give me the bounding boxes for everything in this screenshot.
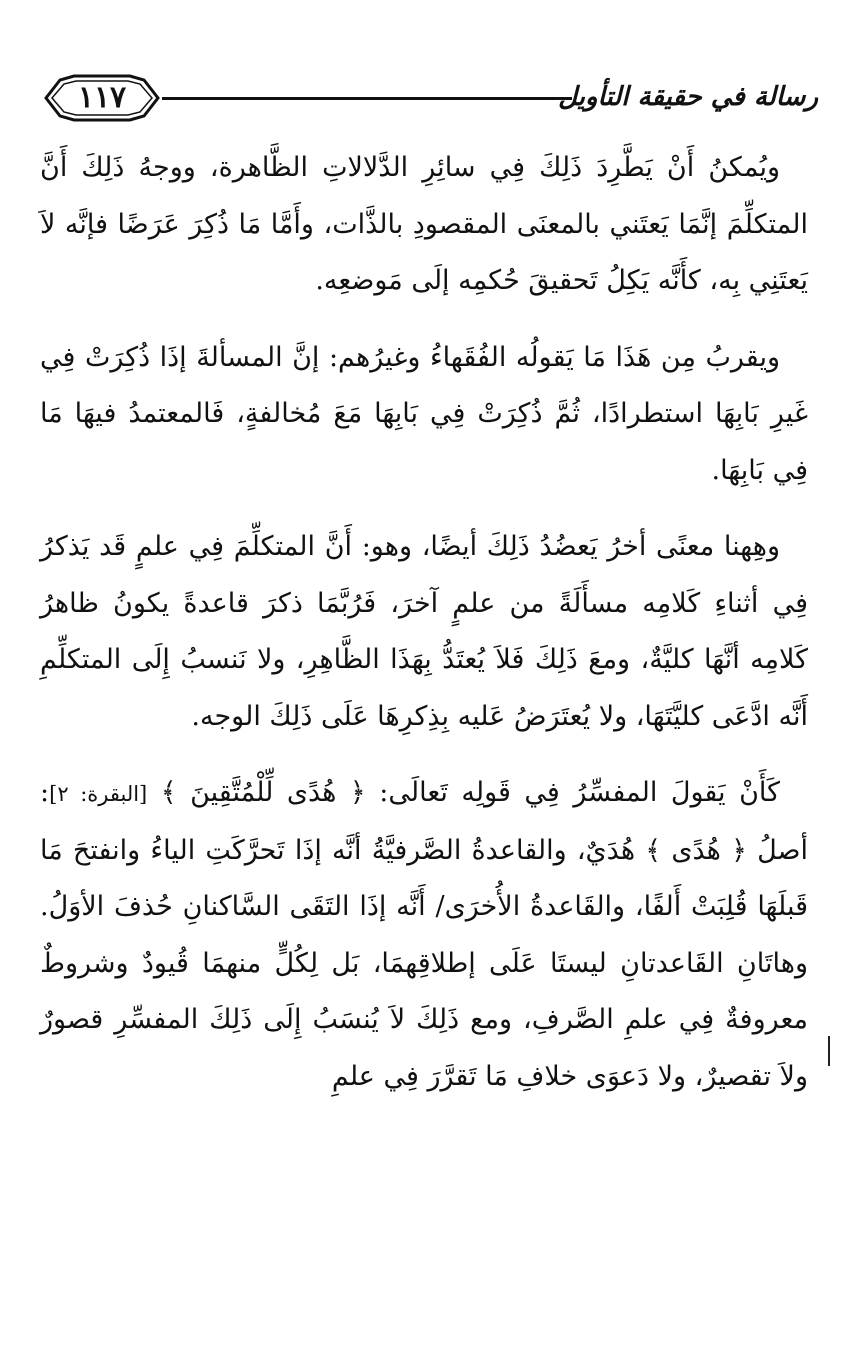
paragraph-text: ويُمكنُ أَنْ يَطَّرِدَ ذَلِكَ فِي سائِرِ الدَّلالاتِ الظَّاهرة، ووجهُ ذَلِكَ أَنَّ المتكلِّمَ إنَّمَا يَعتَني بالمعنَى المقصودِ بالذَّات، وأَمَّا مَا ذُكِرَ عَرَضًا فإنَّه لاَ يَعتَنِي بِه، كأَنَّه يَكِلُ تَحقيقَ حُكمِه إلَى مَوضعِه. xyxy=(40,152,808,296)
running-title: رسالة في حقيقة التأويل xyxy=(558,82,818,112)
page-number: ١١٧ xyxy=(77,80,127,115)
paragraph-text: ويقربُ مِن هَذَا مَا يَقولُه الفُقَهاءُ وغيرُهم: إنَّ المسألةَ إذَا ذُكِرَتْ فِي غَيرِ بَابِهَا استطرادًا، ثُمَّ ذُكِرَتْ فِي بَابِهَا مَعَ مُخالفةٍ، فَالمعتمدُ فيهَا مَا فِي بَابِهَا. xyxy=(40,341,808,486)
paragraph-2 xyxy=(40,330,808,500)
paragraph-3 xyxy=(40,519,808,745)
page-number-badge xyxy=(40,70,164,126)
header-rule xyxy=(162,97,572,100)
paragraph-text: وهِهنا معنًى أخرُ يَعضُدُ ذَلِكَ أيضًا، وهو: أَنَّ المتكلِّمَ فِي علمٍ قَد يَذكرُ فِي أثناءِ كَلامِه مسأَلَةً من علمٍ آخرَ، فَرُبَّمَا ذكرَ قاعدةً يكونُ ظاهرُ كَلامِه أنَّهَا كليَّةٌ، ومعَ ذَلِكَ فَلاَ يُعتَدُّ بِهَذَا الظَّاهِرِ، ولا نَنسبُ إِلَى المتكلِّمِ أَنَّه ادَّعَى كليَّتَهَا، ولا يُعتَرَضُ عَليه بِذِكرِهَا عَلَى ذَلِكَ الوجه. xyxy=(40,531,808,732)
page-header xyxy=(40,66,818,130)
margin-mark xyxy=(828,1036,830,1066)
paragraph-text: كَأَنْ يَقولَ المفسِّرُ فِي قَولِه تَعالَى: ﴿ هُدًى لِّلْمُتَّقِينَ ﴾ xyxy=(160,777,780,808)
paragraph-1 xyxy=(40,140,808,310)
paragraph-text: : أصلُ ﴿ هُدًى ﴾ هُدَيٌ، والقاعدةُ الصَّرفيَّةُ أنَّه إذَا تَحرَّكَتِ الياءُ وانفتحَ مَا قَبلَهَا قُلِبَتْ أَلفًا، والقَاعدةُ الأُخرَى/ أَنَّه إذَا التَقَى السَّاكنانِ حُذفَ الأوَلُ. وهاتَانِ القَاعدتانِ ليستَا عَلَى إطلاقِهمَا، بَل لِكُلٍّ منهمَا قُيودٌ وشروطٌ معروفةٌ فِي علمِ الصَّرفِ، ومع ذَلِكَ لاَ يُنسَبُ إِلَى ذَلِكَ المفسِّرِ قصورٌ ولاَ تقصيرٌ، ولا دَعوَى خلافِ مَا تَقرَّرَ فِي علمِ xyxy=(40,777,808,1092)
paragraph-4 xyxy=(40,765,808,1105)
body-text xyxy=(40,140,808,1105)
quran-citation: [البقرة: ٢] xyxy=(49,782,148,806)
